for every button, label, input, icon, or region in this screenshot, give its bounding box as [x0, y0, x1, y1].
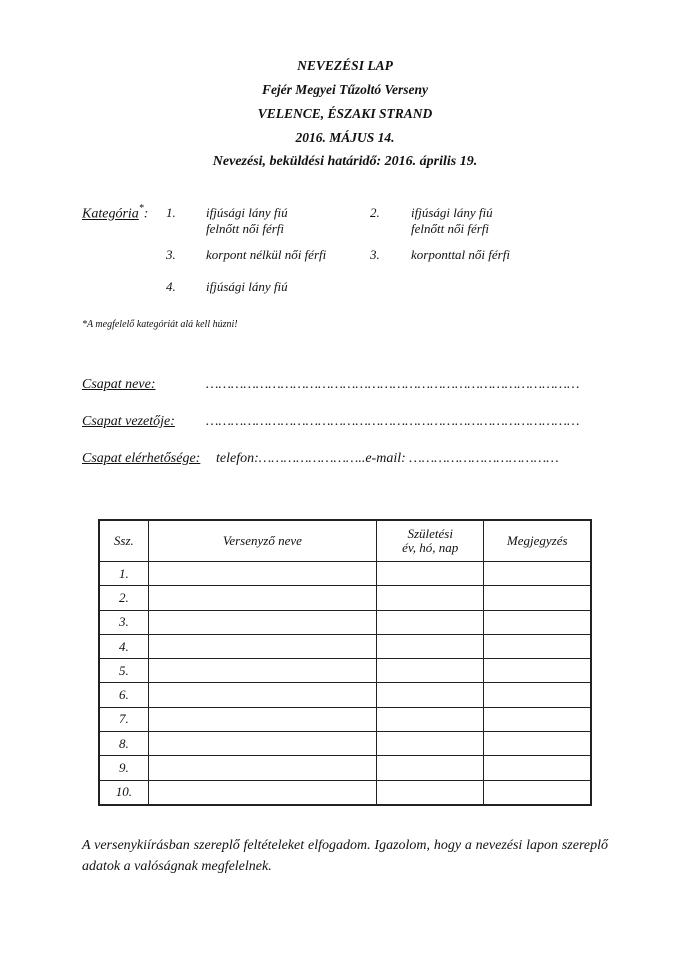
name-cell[interactable] [148, 683, 376, 707]
category-2-line2: felnőtt női férfi [411, 221, 489, 236]
row-number: 4. [99, 634, 148, 658]
category-footnote: *A megfelelő kategóriát alá kell húzni! [82, 319, 238, 330]
birth-cell[interactable] [377, 586, 484, 610]
category-label: Kategória [82, 206, 139, 222]
category-2-number: 2. [370, 205, 380, 220]
table-row [99, 732, 591, 756]
category-1-number: 1. [166, 205, 176, 220]
remarks-cell[interactable] [484, 683, 591, 707]
birth-cell[interactable] [377, 562, 484, 586]
row-number: 3. [99, 610, 148, 634]
row-number: 9. [99, 756, 148, 780]
remarks-cell[interactable] [484, 732, 591, 756]
team-leader-field[interactable]: ……………………………………………………………………………… [206, 414, 580, 429]
table-row [99, 610, 591, 634]
name-cell[interactable] [148, 780, 376, 805]
remarks-cell[interactable] [484, 562, 591, 586]
category-marker: * [138, 203, 144, 214]
table-row [99, 659, 591, 683]
row-number: 6. [99, 683, 148, 707]
row-number: 5. [99, 659, 148, 683]
team-contact-label: Csapat elérhetősége: [82, 451, 201, 466]
remarks-cell[interactable] [484, 659, 591, 683]
form-title: NEVEZÉSI LAP [297, 58, 393, 73]
remarks-cell[interactable] [484, 610, 591, 634]
header-ssz: Ssz. [99, 520, 148, 562]
header-birth-date [377, 520, 484, 562]
category-4-number: 4. [166, 279, 176, 294]
category-3b-line: korponttal női férfi [411, 247, 510, 262]
deadline: Nevezési, beküldési határidő: 2016. április 19. [212, 154, 478, 169]
remarks-cell[interactable] [484, 634, 591, 658]
remarks-cell[interactable] [484, 586, 591, 610]
venue: VELENCE, ÉSZAKI STRAND [257, 106, 433, 121]
table-row [99, 780, 591, 805]
name-cell[interactable] [148, 732, 376, 756]
team-name-label: Csapat neve: [82, 377, 156, 392]
category-colon: : [143, 206, 149, 222]
birth-cell[interactable] [377, 780, 484, 805]
birth-cell[interactable] [377, 634, 484, 658]
row-number: 1. [99, 562, 148, 586]
team-name-field[interactable]: ……………………………………………………………………………… [206, 377, 580, 392]
table-row [99, 707, 591, 731]
row-number: 7. [99, 707, 148, 731]
name-cell[interactable] [148, 707, 376, 731]
name-cell[interactable] [148, 586, 376, 610]
header-remarks: Megjegyzés [484, 520, 591, 562]
row-number: 8. [99, 732, 148, 756]
birth-cell[interactable] [377, 732, 484, 756]
declaration-text: A versenykiírásban szereplő feltételeket elfogadom. Igazolom, hogy a nevezési lapon szereplő adatok a valóságnak megfelelnek. [82, 838, 608, 874]
name-cell[interactable] [148, 610, 376, 634]
team-contact-field[interactable]: telefon:……………………..e-mail: ……………………………… [216, 451, 559, 466]
category-label-group [82, 204, 148, 223]
header-birth-line1: Születési [407, 526, 453, 541]
table-header-row [99, 520, 591, 562]
name-cell[interactable] [148, 756, 376, 780]
table-row [99, 634, 591, 658]
category-3b-number: 3. [370, 247, 380, 262]
table-row [99, 683, 591, 707]
table-row [99, 562, 591, 586]
birth-cell[interactable] [377, 610, 484, 634]
name-cell[interactable] [148, 634, 376, 658]
remarks-cell[interactable] [484, 756, 591, 780]
name-cell[interactable] [148, 659, 376, 683]
remarks-cell[interactable] [484, 707, 591, 731]
row-number: 2. [99, 586, 148, 610]
header-birth-line2: év, hó, nap [402, 540, 459, 555]
name-cell[interactable] [148, 562, 376, 586]
birth-cell[interactable] [377, 659, 484, 683]
table-row [99, 756, 591, 780]
table-row [99, 586, 591, 610]
category-3a-line: korpont nélkül női férfi [206, 247, 327, 262]
team-leader-label: Csapat vezetője: [82, 414, 175, 429]
header-competitor-name: Versenyző neve [148, 520, 376, 562]
birth-cell[interactable] [377, 707, 484, 731]
document-header [0, 54, 690, 174]
category-2-line1: ifjúsági lány fiú [411, 205, 493, 220]
birth-cell[interactable] [377, 683, 484, 707]
event-name: Fejér Megyei Tűzoltó Verseny [261, 82, 429, 97]
remarks-cell[interactable] [484, 780, 591, 805]
category-1-line1: ifjúsági lány fiú [206, 205, 288, 220]
birth-cell[interactable] [377, 756, 484, 780]
row-number: 10. [99, 780, 148, 805]
category-1-line2: felnőtt női férfi [206, 221, 284, 236]
category-4-line: ifjúsági lány fiú [206, 279, 288, 294]
competitor-table [98, 519, 592, 806]
event-date: 2016. MÁJUS 14. [295, 130, 395, 145]
category-3a-number: 3. [166, 247, 176, 262]
